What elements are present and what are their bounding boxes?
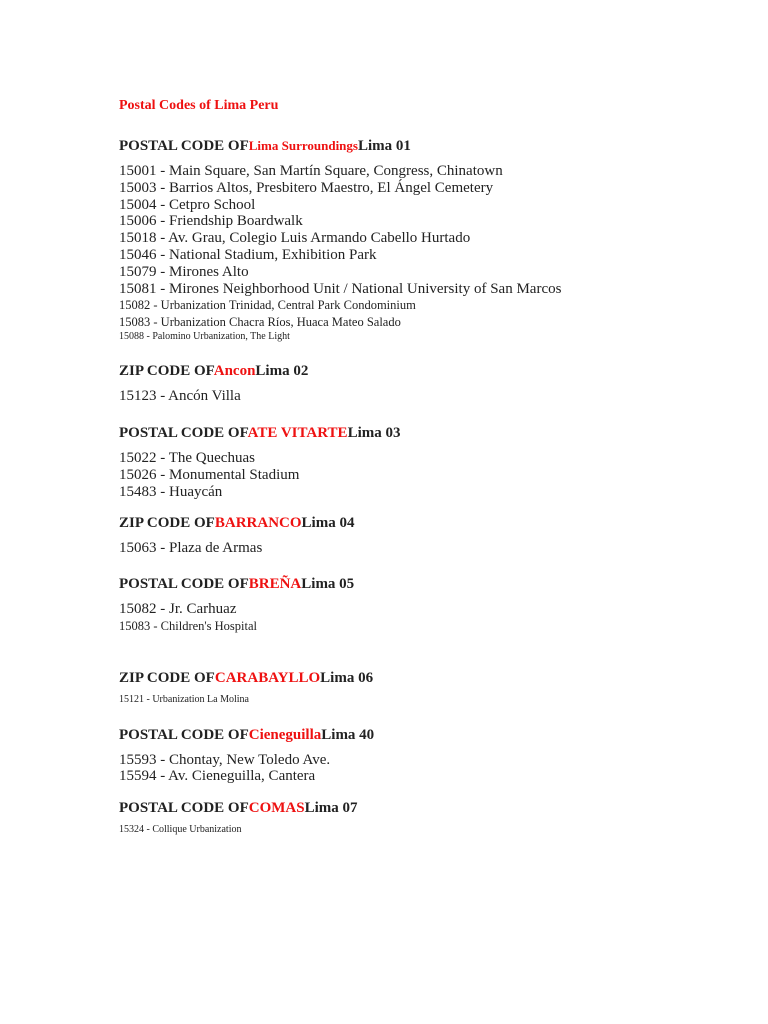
section-heading — [119, 362, 739, 380]
district-name: COMAS — [248, 800, 305, 817]
postal-code-entry: 15026 - Monumental Stadium — [119, 466, 300, 483]
postal-code-entry: 15082 - Urbanization Trinidad, Central Park Condominium — [119, 298, 416, 313]
heading-prefix: POSTAL CODE OF — [119, 726, 249, 743]
heading-prefix: POSTAL CODE OF — [119, 425, 248, 442]
district-name: ATE VITARTE — [247, 425, 348, 442]
heading-suffix: Lima 03 — [347, 425, 401, 442]
postal-section-lima-40 — [119, 726, 739, 786]
postal-code-entry: 15083 - Children's Hospital — [119, 619, 258, 634]
postal-code-list — [119, 163, 739, 344]
postal-section-lima-02 — [119, 362, 739, 405]
postal-code-entry: 15324 - Collique Urbanization — [119, 824, 242, 836]
section-heading — [119, 669, 739, 687]
postal-section-lima-01 — [119, 137, 739, 344]
heading-suffix: Lima 06 — [320, 669, 374, 686]
postal-code-entry: 15022 - The Quechuas — [119, 450, 255, 467]
postal-code-entry: 15079 - Mirones Alto — [119, 263, 249, 280]
postal-code-list — [119, 823, 739, 837]
postal-code-entry: 15003 - Barrios Altos, Presbitero Maestro, El Ángel Cemetery — [119, 179, 494, 196]
postal-code-entry: 15593 - Chontay, New Toledo Ave. — [119, 751, 331, 768]
section-heading — [119, 799, 739, 817]
district-name: BARRANCO — [214, 514, 302, 531]
heading-suffix: Lima 04 — [301, 514, 355, 531]
section-heading — [119, 726, 739, 744]
postal-code-entry: 15082 - Jr. Carhuaz — [119, 601, 237, 618]
heading-suffix: Lima 07 — [304, 800, 358, 817]
document-page — [119, 97, 739, 837]
district-name: Lima Surroundings — [248, 138, 358, 153]
postal-section-lima-03 — [119, 424, 739, 500]
postal-code-entry: 15046 - National Stadium, Exhibition Park — [119, 246, 377, 263]
postal-code-list — [119, 752, 739, 786]
heading-suffix: Lima 40 — [321, 726, 375, 743]
postal-section-lima-06 — [119, 669, 739, 707]
heading-prefix: POSTAL CODE OF — [119, 138, 249, 154]
heading-prefix: POSTAL CODE OF — [119, 576, 249, 593]
section-heading — [119, 137, 739, 155]
postal-code-entry: 15088 - Palomino Urbanization, The Light — [119, 331, 290, 343]
postal-section-lima-07 — [119, 799, 739, 837]
postal-section-lima-04 — [119, 514, 739, 557]
heading-prefix: ZIP CODE OF — [119, 514, 215, 531]
district-name: CARABAYLLO — [214, 669, 321, 686]
postal-code-list — [119, 601, 739, 634]
section-heading — [119, 424, 739, 442]
postal-code-entry: 15006 - Friendship Boardwalk — [119, 213, 303, 230]
document-title: Postal Codes of Lima Peru — [119, 98, 279, 113]
heading-prefix: ZIP CODE OF — [119, 669, 215, 686]
postal-code-entry: 15004 - Cetpro School — [119, 196, 256, 213]
postal-code-entry: 15081 - Mirones Neighborhood Unit / National University of San Marcos — [119, 280, 562, 297]
postal-code-list — [119, 693, 739, 707]
district-name: Cieneguilla — [248, 726, 322, 743]
heading-suffix: Lima 01 — [357, 138, 411, 154]
postal-code-list — [119, 540, 739, 557]
postal-code-list — [119, 450, 739, 500]
postal-code-entry: 15483 - Huaycán — [119, 483, 223, 500]
postal-code-entry: 15018 - Av. Grau, Colegio Luis Armando Cabello Hurtado — [119, 230, 471, 247]
postal-code-entry: 15123 - Ancón Villa — [119, 388, 241, 405]
postal-code-list — [119, 388, 739, 405]
heading-suffix: Lima 02 — [255, 363, 309, 380]
postal-section-lima-05 — [119, 575, 739, 634]
district-name: Ancon — [213, 363, 256, 380]
section-heading — [119, 575, 739, 593]
postal-code-entry: 15063 - Plaza de Armas — [119, 539, 263, 556]
heading-suffix: Lima 05 — [301, 576, 355, 593]
postal-code-entry: 15594 - Av. Cieneguilla, Cantera — [119, 768, 316, 785]
postal-code-entry: 15001 - Main Square, San Martín Square, Congress, Chinatown — [119, 163, 503, 179]
section-heading — [119, 514, 739, 532]
heading-prefix: POSTAL CODE OF — [119, 800, 249, 817]
postal-code-entry: 15121 - Urbanization La Molina — [119, 693, 249, 705]
district-name: BREÑA — [248, 576, 302, 593]
postal-code-entry: 15083 - Urbanization Chacra Ríos, Huaca Mateo Salado — [119, 314, 401, 329]
heading-prefix: ZIP CODE OF — [119, 363, 214, 380]
